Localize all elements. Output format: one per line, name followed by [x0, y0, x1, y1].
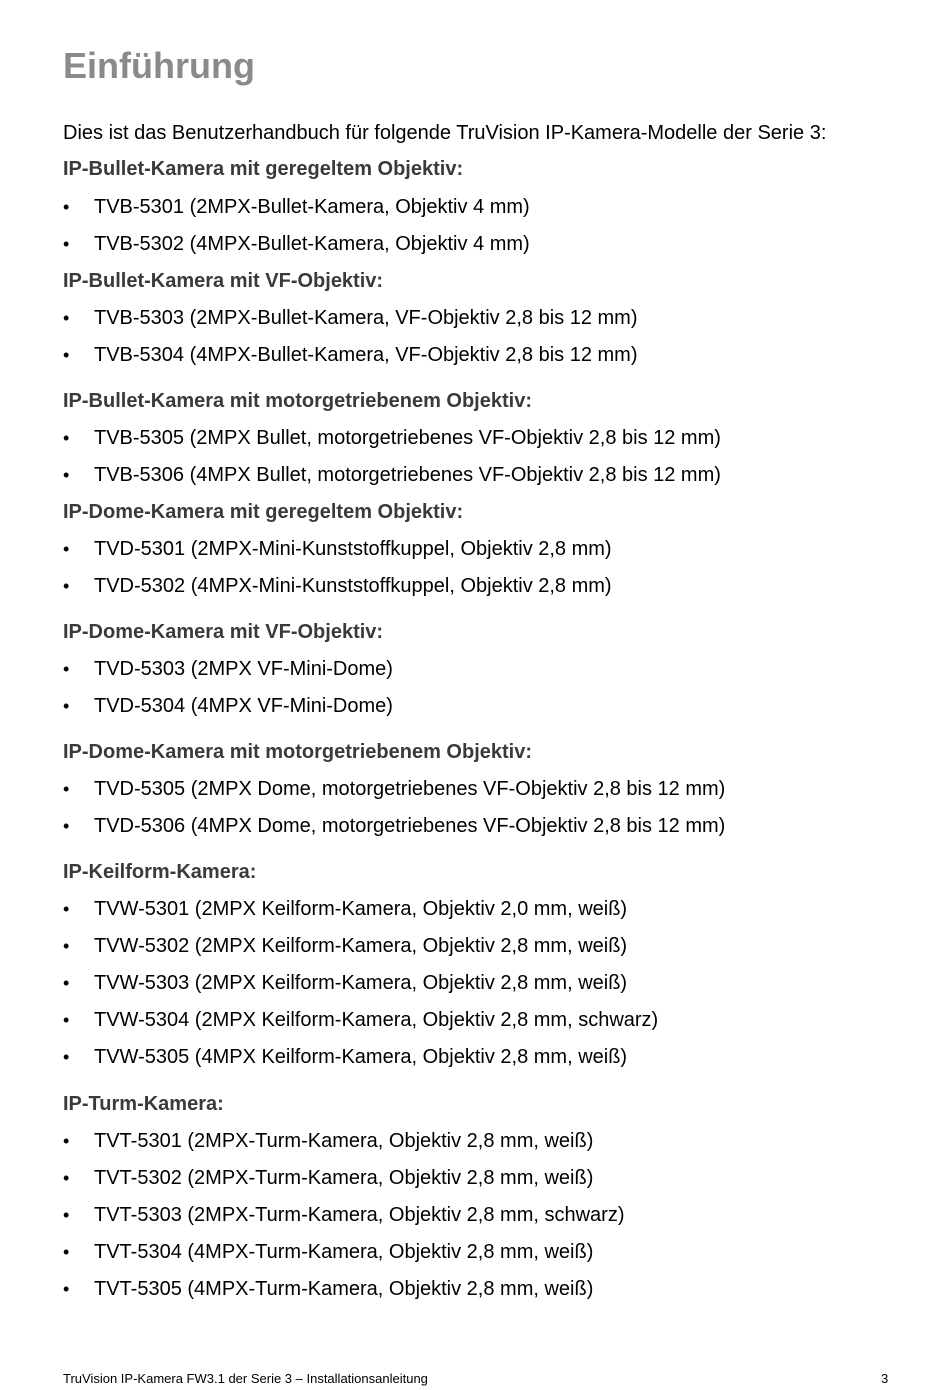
bullet-icon: • — [63, 345, 70, 365]
list-item — [63, 932, 627, 960]
list-item-text: TVT-5305 (4MPX-Turm-Kamera, Objektiv 2,8 mm, weiß) — [94, 1278, 594, 1300]
bullet-icon: • — [63, 428, 70, 448]
list-item — [63, 775, 725, 803]
bullet-icon: • — [63, 197, 70, 217]
list-item-text: TVW-5302 (2MPX Keilform-Kamera, Objektiv 2,8 mm, weiß) — [94, 935, 628, 957]
list-item-text: TVB-5306 (4MPX Bullet, motorgetriebenes VF-Objektiv 2,8 bis 12 mm) — [94, 464, 721, 486]
footer-text: TruVision IP-Kamera FW3.1 der Serie 3 – Installationsanleitung — [63, 1371, 428, 1386]
list-item — [63, 461, 721, 489]
list-item-text: TVT-5304 (4MPX-Turm-Kamera, Objektiv 2,8 mm, weiß) — [94, 1241, 594, 1263]
list-item — [63, 193, 530, 221]
list-item — [63, 572, 612, 600]
list-item — [63, 812, 725, 840]
bullet-icon: • — [63, 308, 70, 328]
list-item-text: TVB-5302 (4MPX-Bullet-Kamera, Objektiv 4 mm) — [94, 233, 530, 255]
list-item — [63, 1238, 593, 1266]
section-heading: IP-Keilform-Kamera: — [63, 861, 257, 883]
section-heading: IP-Bullet-Kamera mit VF-Objektiv: — [63, 270, 384, 292]
bullet-icon: • — [63, 1131, 70, 1151]
list-item — [63, 535, 612, 563]
page-title: Einführung — [63, 45, 255, 86]
bullet-icon: • — [63, 816, 70, 836]
bullet-icon: • — [63, 1205, 70, 1225]
list-item-text: TVW-5305 (4MPX Keilform-Kamera, Objektiv 2,8 mm, weiß) — [94, 1046, 628, 1068]
list-item-text: TVT-5303 (2MPX-Turm-Kamera, Objektiv 2,8 mm, schwarz) — [94, 1204, 625, 1226]
list-item — [63, 655, 393, 683]
section-heading: IP-Dome-Kamera mit VF-Objektiv: — [63, 621, 384, 643]
list-item-text: TVB-5304 (4MPX-Bullet-Kamera, VF-Objektiv 2,8 bis 12 mm) — [94, 344, 638, 366]
list-item-text: TVT-5302 (2MPX-Turm-Kamera, Objektiv 2,8 mm, weiß) — [94, 1167, 594, 1189]
list-item-text: TVT-5301 (2MPX-Turm-Kamera, Objektiv 2,8 mm, weiß) — [94, 1130, 594, 1152]
list-item-text: TVB-5301 (2MPX-Bullet-Kamera, Objektiv 4 mm) — [94, 196, 530, 218]
list-item-text: TVD-5305 (2MPX Dome, motorgetriebenes VF-Objektiv 2,8 bis 12 mm) — [94, 778, 726, 800]
list-item — [63, 1201, 625, 1229]
list-item-text: TVD-5301 (2MPX-Mini-Kunststoffkuppel, Objektiv 2,8 mm) — [94, 538, 612, 560]
bullet-icon: • — [63, 576, 70, 596]
list-item — [63, 895, 627, 923]
bullet-icon: • — [63, 899, 70, 919]
list-item — [63, 304, 638, 332]
section-heading: IP-Bullet-Kamera mit geregeltem Objektiv: — [63, 158, 464, 180]
bullet-icon: • — [63, 1047, 70, 1067]
bullet-icon: • — [63, 539, 70, 559]
list-item — [63, 1127, 593, 1155]
bullet-icon: • — [63, 779, 70, 799]
list-item-text: TVD-5304 (4MPX VF-Mini-Dome) — [94, 695, 393, 717]
list-item-text: TVD-5302 (4MPX-Mini-Kunststoffkuppel, Objektiv 2,8 mm) — [94, 575, 612, 597]
list-item — [63, 341, 638, 369]
list-item — [63, 1006, 658, 1034]
bullet-icon: • — [63, 936, 70, 956]
list-item — [63, 230, 530, 258]
bullet-icon: • — [63, 465, 70, 485]
list-item — [63, 1043, 627, 1071]
list-item-text: TVD-5306 (4MPX Dome, motorgetriebenes VF-Objektiv 2,8 bis 12 mm) — [94, 815, 726, 837]
list-item-text: TVW-5304 (2MPX Keilform-Kamera, Objektiv 2,8 mm, schwarz) — [94, 1009, 659, 1031]
section-heading: IP-Dome-Kamera mit motorgetriebenem Objektiv: — [63, 741, 532, 763]
section-heading: IP-Bullet-Kamera mit motorgetriebenem Objektiv: — [63, 390, 532, 412]
bullet-icon: • — [63, 1168, 70, 1188]
list-item — [63, 692, 393, 720]
list-item-text: TVB-5305 (2MPX Bullet, motorgetriebenes VF-Objektiv 2,8 bis 12 mm) — [94, 427, 721, 449]
bullet-icon: • — [63, 234, 70, 254]
intro-text: Dies ist das Benutzerhandbuch für folgende TruVision IP-Kamera-Modelle der Serie 3: — [63, 122, 827, 144]
list-item-text: TVW-5303 (2MPX Keilform-Kamera, Objektiv 2,8 mm, weiß) — [94, 972, 628, 994]
bullet-icon: • — [63, 1010, 70, 1030]
section-heading: IP-Dome-Kamera mit geregeltem Objektiv: — [63, 501, 464, 523]
list-item-text: TVB-5303 (2MPX-Bullet-Kamera, VF-Objektiv 2,8 bis 12 mm) — [94, 307, 638, 329]
section-heading: IP-Turm-Kamera: — [63, 1093, 224, 1115]
list-item-text: TVD-5303 (2MPX VF-Mini-Dome) — [94, 658, 393, 680]
bullet-icon: • — [63, 696, 70, 716]
bullet-icon: • — [63, 973, 70, 993]
list-item — [63, 969, 627, 997]
list-item — [63, 424, 721, 452]
list-item — [63, 1275, 593, 1303]
bullet-icon: • — [63, 659, 70, 679]
page-number: 3 — [881, 1371, 889, 1386]
list-item-text: TVW-5301 (2MPX Keilform-Kamera, Objektiv 2,0 mm, weiß) — [94, 898, 628, 920]
bullet-icon: • — [63, 1242, 70, 1262]
bullet-icon: • — [63, 1279, 70, 1299]
list-item — [63, 1164, 593, 1192]
